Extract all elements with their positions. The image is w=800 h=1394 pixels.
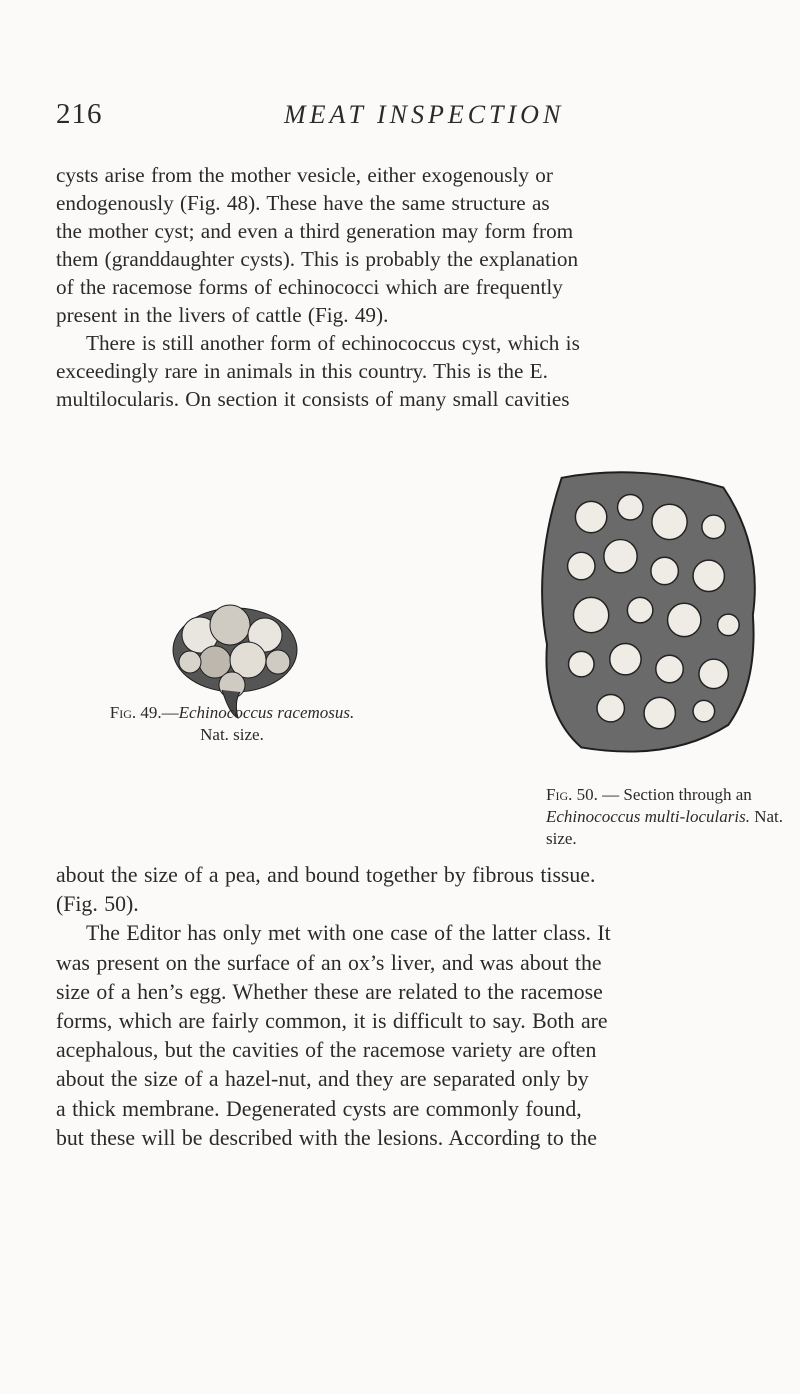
text-line: of the racemose forms of echinococci which are frequently bbox=[56, 275, 563, 299]
text-line: about the size of a hazel-nut, and they are separated only by bbox=[56, 1067, 589, 1092]
page-number: 216 bbox=[56, 98, 103, 130]
paragraph-2 bbox=[56, 861, 760, 1153]
text-line: endogenously (Fig. 48). These have the same structure as bbox=[56, 191, 550, 215]
text-line: but these will be described with the lesions. According to the bbox=[56, 1125, 597, 1150]
figure-title: Echinococcus racemosus. bbox=[178, 703, 355, 722]
paragraph-1 bbox=[56, 161, 760, 413]
text-line: a thick membrane. Degenerated cysts are commonly found, bbox=[56, 1096, 582, 1121]
text-line: the mother cyst; and even a third generation may form from bbox=[56, 219, 574, 243]
running-head: MEAT INSPECTION bbox=[284, 100, 565, 129]
figure-title: Echinococcus multi-locularis. bbox=[546, 807, 750, 826]
text-line: multilocularis. On section it consists of many small cavities bbox=[56, 387, 570, 411]
text-line: about the size of a pea, and bound together by fibrous tissue. bbox=[56, 863, 596, 887]
text-line: size of a hen’s egg. Whether these are related to the racemose bbox=[56, 979, 603, 1004]
text-line: There is still another form of echinococcus cyst, which is bbox=[86, 331, 580, 355]
text-line: cysts arise from the mother vesicle, either exogenously or bbox=[56, 163, 553, 187]
text-line: exceedingly rare in animals in this country. This is the E. bbox=[56, 359, 548, 383]
figure-50-illustration bbox=[520, 468, 772, 768]
figure-label: Fig. 50. bbox=[546, 785, 598, 804]
text-line: acephalous, but the cavities of the racemose variety are often bbox=[56, 1038, 597, 1063]
figure-size-note: Nat. size. bbox=[200, 725, 264, 744]
figure-label: Fig. 49. bbox=[109, 703, 162, 722]
text-line: (Fig. 50). bbox=[56, 892, 139, 917]
text-line: forms, which are fairly common, it is difficult to say. Both are bbox=[56, 1009, 608, 1034]
figure-50-caption bbox=[546, 784, 796, 850]
text-line: was present on the surface of an ox’s liver, and was about the bbox=[56, 950, 602, 975]
text-line: The Editor has only met with one case of the latter class. It bbox=[86, 921, 611, 946]
text-line: them (granddaughter cysts). This is probably the explanation bbox=[56, 247, 579, 271]
figure-caption-text: — Section through an bbox=[602, 785, 752, 804]
figure-49-caption: Fig. 49.—Echinococcus racemosus. Nat. size. bbox=[92, 702, 372, 746]
figure-size-note: Nat. size. bbox=[546, 807, 784, 848]
page-header bbox=[56, 98, 756, 138]
text-line: present in the livers of cattle (Fig. 49). bbox=[56, 303, 389, 327]
